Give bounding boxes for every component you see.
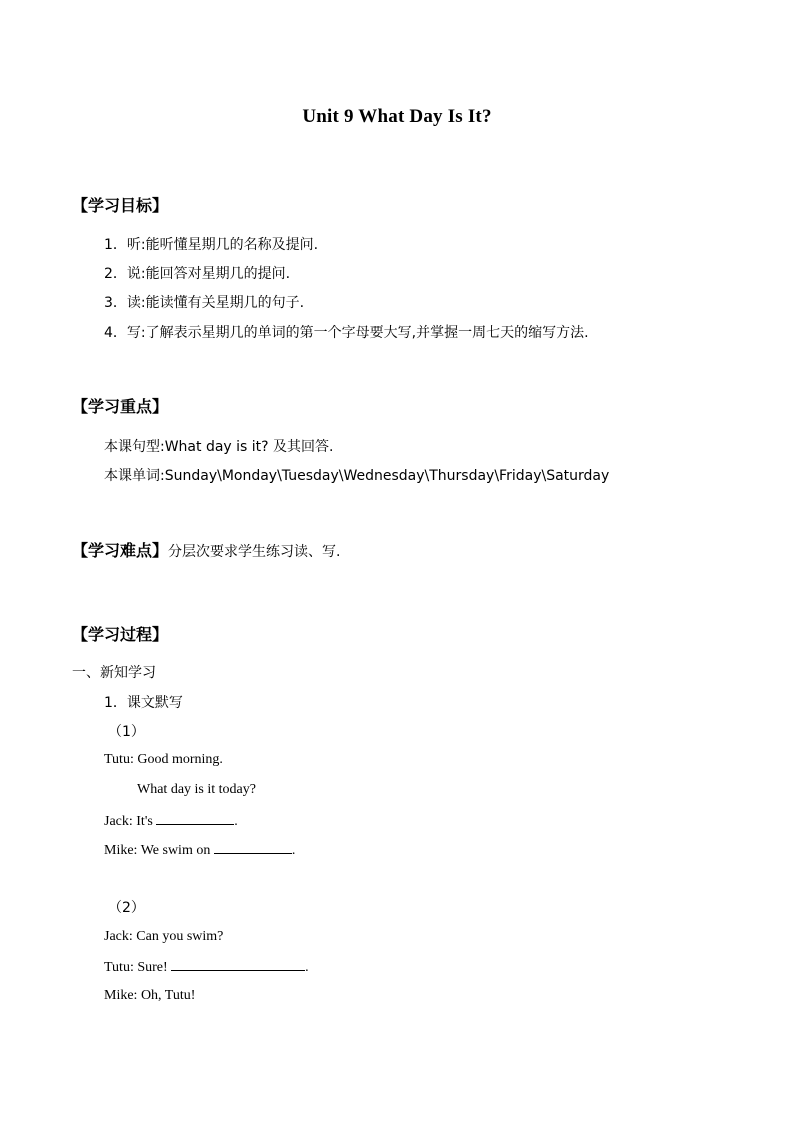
dialogue-line: Jack: Can you swim? <box>104 929 224 944</box>
dialogue-text: Tutu: Sure! <box>104 960 168 975</box>
part2-label: （2） <box>108 900 145 916</box>
page-title: Unit 9 What Day Is It? <box>302 106 492 127</box>
answer-blank[interactable] <box>214 841 292 854</box>
dialogue-line: What day is it today? <box>137 782 256 797</box>
key-sentence: 本课句型:What day is it? 及其回答. <box>104 439 334 455</box>
answer-blank[interactable] <box>171 958 305 971</box>
objective-item-4: 4．写:了解表示星期几的单词的第一个字母要大写,并掌握一周七天的缩写方法. <box>104 325 589 341</box>
difficulty-text: 分层次要求学生练习读、写. <box>168 544 341 560</box>
process-task: 1．课文默写 <box>104 695 183 711</box>
objective-item-2: 2．说:能回答对星期几的提问. <box>104 266 291 282</box>
dialogue-line-with-blank <box>104 958 309 976</box>
dialogue-text: Jack: It's <box>104 814 153 829</box>
sentence-end: . <box>305 960 309 975</box>
objective-item-3: 3．读:能读懂有关星期几的句子. <box>104 295 305 311</box>
part1-label: （1） <box>108 724 145 740</box>
answer-blank[interactable] <box>156 812 234 825</box>
dialogue-line: Mike: Oh, Tutu! <box>104 988 196 1003</box>
key-words: 本课单词:Sunday\Monday\Tuesday\Wednesday\Thursday\Friday\Saturday <box>104 468 610 484</box>
process-section: 一、新知学习 <box>72 665 156 681</box>
difficulty-row <box>72 538 340 561</box>
dialogue-line: Tutu: Good morning. <box>104 752 223 767</box>
key-points-heading: 【学习重点】 <box>72 397 169 416</box>
process-heading: 【学习过程】 <box>72 625 169 644</box>
objectives-heading: 【学习目标】 <box>72 196 169 215</box>
difficulty-heading: 【学习难点】 <box>72 541 169 560</box>
sentence-end: . <box>234 814 238 829</box>
dialogue-line-with-blank <box>104 841 295 859</box>
sentence-end: . <box>291 843 296 858</box>
dialogue-text: Mike: We swim on <box>104 843 211 858</box>
dialogue-line-with-blank <box>104 812 238 830</box>
objective-item-1: 1．听:能听懂星期几的名称及提问. <box>104 237 319 253</box>
